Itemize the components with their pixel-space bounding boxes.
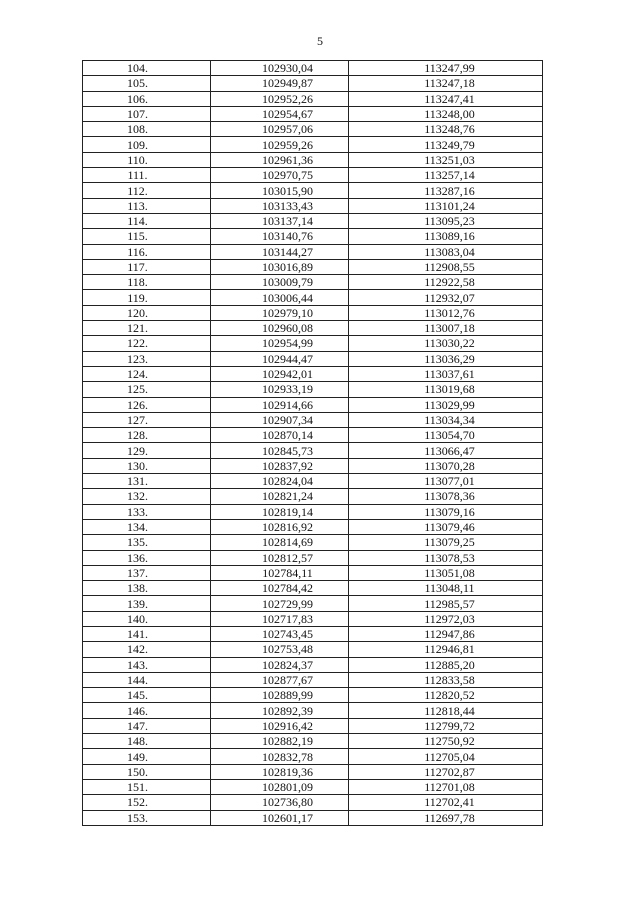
y-coordinate-cell: 113247,41 — [349, 91, 543, 106]
x-coordinate-cell: 102601,17 — [211, 810, 349, 825]
point-number-cell: 143. — [83, 657, 211, 672]
table-row — [83, 366, 543, 381]
table-row — [83, 779, 543, 794]
x-coordinate-cell: 102845,73 — [211, 443, 349, 458]
y-coordinate-cell: 113012,76 — [349, 305, 543, 320]
table-row — [83, 259, 543, 274]
point-number-cell: 104. — [83, 61, 211, 76]
point-number-cell: 123. — [83, 351, 211, 366]
x-coordinate-cell: 102961,36 — [211, 152, 349, 167]
point-number-cell: 134. — [83, 519, 211, 534]
y-coordinate-cell: 113078,36 — [349, 489, 543, 504]
table-row — [83, 626, 543, 641]
y-coordinate-cell: 113089,16 — [349, 229, 543, 244]
coordinates-table — [82, 60, 543, 826]
x-coordinate-cell: 102930,04 — [211, 61, 349, 76]
table-row — [83, 764, 543, 779]
point-number-cell: 153. — [83, 810, 211, 825]
table-row — [83, 642, 543, 657]
y-coordinate-cell: 113095,23 — [349, 213, 543, 228]
table-row — [83, 198, 543, 213]
y-coordinate-cell: 113054,70 — [349, 428, 543, 443]
y-coordinate-cell: 113247,18 — [349, 76, 543, 91]
point-number-cell: 130. — [83, 458, 211, 473]
y-coordinate-cell: 112833,58 — [349, 672, 543, 687]
y-coordinate-cell: 112702,41 — [349, 795, 543, 810]
table-row — [83, 106, 543, 121]
x-coordinate-cell: 103144,27 — [211, 244, 349, 259]
x-coordinate-cell: 102824,37 — [211, 657, 349, 672]
x-coordinate-cell: 102784,11 — [211, 565, 349, 580]
point-number-cell: 140. — [83, 611, 211, 626]
y-coordinate-cell: 112946,81 — [349, 642, 543, 657]
x-coordinate-cell: 102801,09 — [211, 779, 349, 794]
y-coordinate-cell: 112908,55 — [349, 259, 543, 274]
x-coordinate-cell: 102821,24 — [211, 489, 349, 504]
point-number-cell: 120. — [83, 305, 211, 320]
point-number-cell: 138. — [83, 581, 211, 596]
table-row — [83, 137, 543, 152]
y-coordinate-cell: 112885,20 — [349, 657, 543, 672]
y-coordinate-cell: 113019,68 — [349, 382, 543, 397]
point-number-cell: 126. — [83, 397, 211, 412]
point-number-cell: 109. — [83, 137, 211, 152]
y-coordinate-cell: 112985,57 — [349, 596, 543, 611]
x-coordinate-cell: 102960,08 — [211, 321, 349, 336]
point-number-cell: 141. — [83, 626, 211, 641]
table-row — [83, 535, 543, 550]
x-coordinate-cell: 102753,48 — [211, 642, 349, 657]
table-row — [83, 611, 543, 626]
y-coordinate-cell: 113083,04 — [349, 244, 543, 259]
table-row — [83, 489, 543, 504]
x-coordinate-cell: 102736,80 — [211, 795, 349, 810]
table-row — [83, 290, 543, 305]
point-number-cell: 121. — [83, 321, 211, 336]
point-number-cell: 112. — [83, 183, 211, 198]
point-number-cell: 135. — [83, 535, 211, 550]
table-row — [83, 152, 543, 167]
x-coordinate-cell: 102819,14 — [211, 504, 349, 519]
y-coordinate-cell: 113007,18 — [349, 321, 543, 336]
table-row — [83, 810, 543, 825]
x-coordinate-cell: 103016,89 — [211, 259, 349, 274]
table-row — [83, 168, 543, 183]
point-number-cell: 114. — [83, 213, 211, 228]
y-coordinate-cell: 113079,16 — [349, 504, 543, 519]
page-number: 5 — [317, 34, 323, 48]
table-row — [83, 718, 543, 733]
x-coordinate-cell: 102870,14 — [211, 428, 349, 443]
point-number-cell: 151. — [83, 779, 211, 794]
y-coordinate-cell: 113036,29 — [349, 351, 543, 366]
point-number-cell: 144. — [83, 672, 211, 687]
point-number-cell: 139. — [83, 596, 211, 611]
y-coordinate-cell: 113247,99 — [349, 61, 543, 76]
x-coordinate-cell: 103140,76 — [211, 229, 349, 244]
point-number-cell: 113. — [83, 198, 211, 213]
point-number-cell: 133. — [83, 504, 211, 519]
x-coordinate-cell: 103133,43 — [211, 198, 349, 213]
x-coordinate-cell: 102837,92 — [211, 458, 349, 473]
y-coordinate-cell: 113029,99 — [349, 397, 543, 412]
x-coordinate-cell: 102970,75 — [211, 168, 349, 183]
table-row — [83, 672, 543, 687]
table-row — [83, 504, 543, 519]
point-number-cell: 105. — [83, 76, 211, 91]
table-row — [83, 795, 543, 810]
point-number-cell: 137. — [83, 565, 211, 580]
point-number-cell: 136. — [83, 550, 211, 565]
point-number-cell: 125. — [83, 382, 211, 397]
x-coordinate-cell: 102816,92 — [211, 519, 349, 534]
y-coordinate-cell: 113287,16 — [349, 183, 543, 198]
coordinates-table-body — [83, 61, 543, 826]
table-row — [83, 734, 543, 749]
x-coordinate-cell: 102814,69 — [211, 535, 349, 550]
x-coordinate-cell: 102892,39 — [211, 703, 349, 718]
point-number-cell: 108. — [83, 122, 211, 137]
x-coordinate-cell: 102889,99 — [211, 688, 349, 703]
x-coordinate-cell: 102959,26 — [211, 137, 349, 152]
table-row — [83, 657, 543, 672]
x-coordinate-cell: 102914,66 — [211, 397, 349, 412]
y-coordinate-cell: 112705,04 — [349, 749, 543, 764]
x-coordinate-cell: 102952,26 — [211, 91, 349, 106]
table-row — [83, 703, 543, 718]
y-coordinate-cell: 112932,07 — [349, 290, 543, 305]
table-row — [83, 519, 543, 534]
y-coordinate-cell: 113051,08 — [349, 565, 543, 580]
point-number-cell: 152. — [83, 795, 211, 810]
table-row — [83, 351, 543, 366]
y-coordinate-cell: 113066,47 — [349, 443, 543, 458]
table-row — [83, 213, 543, 228]
x-coordinate-cell: 102942,01 — [211, 366, 349, 381]
x-coordinate-cell: 103006,44 — [211, 290, 349, 305]
y-coordinate-cell: 112972,03 — [349, 611, 543, 626]
table-row — [83, 305, 543, 320]
point-number-cell: 131. — [83, 474, 211, 489]
table-row — [83, 458, 543, 473]
x-coordinate-cell: 102832,78 — [211, 749, 349, 764]
table-row — [83, 91, 543, 106]
table-row — [83, 443, 543, 458]
x-coordinate-cell: 102717,83 — [211, 611, 349, 626]
point-number-cell: 146. — [83, 703, 211, 718]
x-coordinate-cell: 102907,34 — [211, 412, 349, 427]
y-coordinate-cell: 113079,46 — [349, 519, 543, 534]
x-coordinate-cell: 102954,67 — [211, 106, 349, 121]
point-number-cell: 150. — [83, 764, 211, 779]
table-row — [83, 122, 543, 137]
y-coordinate-cell: 112820,52 — [349, 688, 543, 703]
table-row — [83, 244, 543, 259]
table-row — [83, 596, 543, 611]
x-coordinate-cell: 102784,42 — [211, 581, 349, 596]
point-number-cell: 110. — [83, 152, 211, 167]
y-coordinate-cell: 112799,72 — [349, 718, 543, 733]
y-coordinate-cell: 113248,76 — [349, 122, 543, 137]
table-row — [83, 183, 543, 198]
table-row — [83, 76, 543, 91]
table-row — [83, 321, 543, 336]
point-number-cell: 107. — [83, 106, 211, 121]
table-row — [83, 382, 543, 397]
y-coordinate-cell: 112818,44 — [349, 703, 543, 718]
point-number-cell: 147. — [83, 718, 211, 733]
table-row — [83, 61, 543, 76]
table-row — [83, 749, 543, 764]
table-row — [83, 275, 543, 290]
point-number-cell: 111. — [83, 168, 211, 183]
y-coordinate-cell: 112922,58 — [349, 275, 543, 290]
y-coordinate-cell: 113077,01 — [349, 474, 543, 489]
point-number-cell: 116. — [83, 244, 211, 259]
y-coordinate-cell: 112701,08 — [349, 779, 543, 794]
point-number-cell: 117. — [83, 259, 211, 274]
point-number-cell: 128. — [83, 428, 211, 443]
table-row — [83, 474, 543, 489]
y-coordinate-cell: 113030,22 — [349, 336, 543, 351]
y-coordinate-cell: 113070,28 — [349, 458, 543, 473]
y-coordinate-cell: 112697,78 — [349, 810, 543, 825]
x-coordinate-cell: 102743,45 — [211, 626, 349, 641]
x-coordinate-cell: 102954,99 — [211, 336, 349, 351]
y-coordinate-cell: 113078,53 — [349, 550, 543, 565]
y-coordinate-cell: 112702,87 — [349, 764, 543, 779]
x-coordinate-cell: 103009,79 — [211, 275, 349, 290]
x-coordinate-cell: 102877,67 — [211, 672, 349, 687]
y-coordinate-cell: 112750,92 — [349, 734, 543, 749]
x-coordinate-cell: 103015,90 — [211, 183, 349, 198]
point-number-cell: 106. — [83, 91, 211, 106]
y-coordinate-cell: 112947,86 — [349, 626, 543, 641]
x-coordinate-cell: 102819,36 — [211, 764, 349, 779]
table-row — [83, 229, 543, 244]
point-number-cell: 115. — [83, 229, 211, 244]
table-row — [83, 565, 543, 580]
table-row — [83, 336, 543, 351]
table-row — [83, 428, 543, 443]
x-coordinate-cell: 102933,19 — [211, 382, 349, 397]
x-coordinate-cell: 102824,04 — [211, 474, 349, 489]
point-number-cell: 119. — [83, 290, 211, 305]
point-number-cell: 148. — [83, 734, 211, 749]
x-coordinate-cell: 102729,99 — [211, 596, 349, 611]
x-coordinate-cell: 102979,10 — [211, 305, 349, 320]
point-number-cell: 132. — [83, 489, 211, 504]
y-coordinate-cell: 113257,14 — [349, 168, 543, 183]
x-coordinate-cell: 102949,87 — [211, 76, 349, 91]
x-coordinate-cell: 102957,06 — [211, 122, 349, 137]
point-number-cell: 145. — [83, 688, 211, 703]
x-coordinate-cell: 103137,14 — [211, 213, 349, 228]
point-number-cell: 149. — [83, 749, 211, 764]
y-coordinate-cell: 113079,25 — [349, 535, 543, 550]
table-row — [83, 397, 543, 412]
y-coordinate-cell: 113248,00 — [349, 106, 543, 121]
point-number-cell: 142. — [83, 642, 211, 657]
y-coordinate-cell: 113048,11 — [349, 581, 543, 596]
y-coordinate-cell: 113037,61 — [349, 366, 543, 381]
point-number-cell: 129. — [83, 443, 211, 458]
table-row — [83, 412, 543, 427]
point-number-cell: 118. — [83, 275, 211, 290]
x-coordinate-cell: 102916,42 — [211, 718, 349, 733]
y-coordinate-cell: 113101,24 — [349, 198, 543, 213]
x-coordinate-cell: 102944,47 — [211, 351, 349, 366]
point-number-cell: 124. — [83, 366, 211, 381]
table-row — [83, 688, 543, 703]
point-number-cell: 127. — [83, 412, 211, 427]
table-row — [83, 550, 543, 565]
y-coordinate-cell: 113034,34 — [349, 412, 543, 427]
x-coordinate-cell: 102812,57 — [211, 550, 349, 565]
x-coordinate-cell: 102882,19 — [211, 734, 349, 749]
y-coordinate-cell: 113249,79 — [349, 137, 543, 152]
y-coordinate-cell: 113251,03 — [349, 152, 543, 167]
point-number-cell: 122. — [83, 336, 211, 351]
table-row — [83, 581, 543, 596]
